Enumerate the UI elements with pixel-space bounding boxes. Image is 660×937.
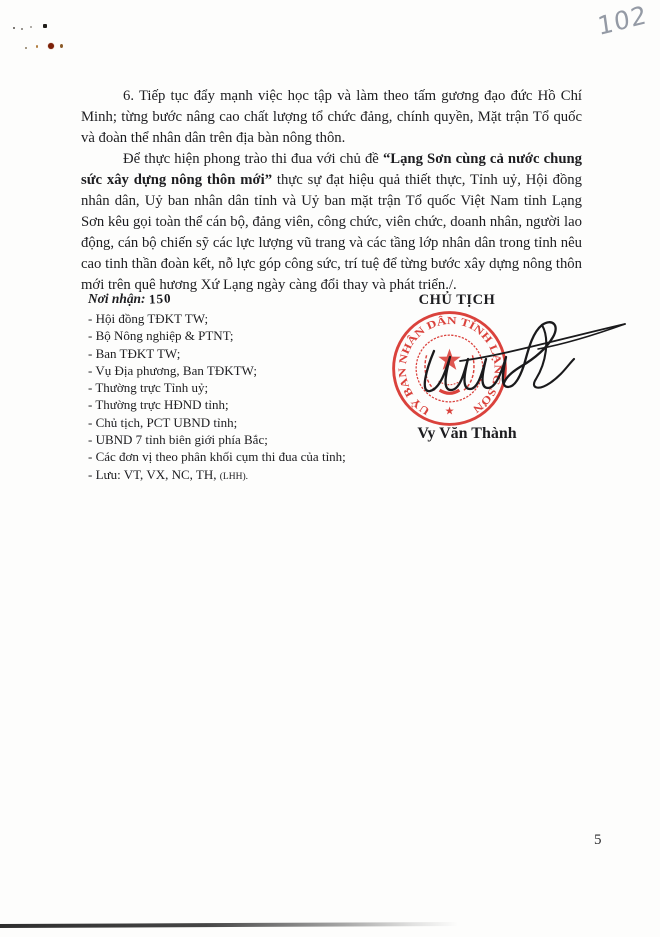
scan-edge-artifact — [0, 922, 458, 927]
seal-ring-label: UỶ BAN NHÂN DÂN TỈNH LẠNG SƠN — [396, 314, 504, 418]
scan-speck — [21, 28, 23, 30]
seal-bottom-star-icon: ★ — [444, 405, 455, 418]
paragraph-1-text: 6. Tiếp tục đẩy mạnh việc học tập và làm theo tấm gương đạo đức Hồ Chí Minh; từng bước nâng cao chất lượng tổ chức đảng, chính quyền, Mặt trận Tổ quốc và đoàn thể nhân dân trên địa bàn nông thôn. — [81, 88, 582, 146]
typist-initials: (LHH). — [219, 471, 248, 482]
scan-speck — [36, 45, 38, 48]
paragraph-2-text-pre: Để thực hiện phong trào thi đua với chủ đề — [123, 151, 383, 167]
signer-name: Vy Văn Thành — [417, 425, 517, 442]
handwritten-page-index: 102 — [595, 0, 649, 42]
paragraph-1 — [81, 86, 582, 149]
paragraph-2-slogan: “Lạng Sơn cùng cả nước chung sức xây dựng nông thôn mới” — [81, 151, 583, 188]
recipient-item: - Bộ Nông nghiệp & PTNT; — [88, 328, 234, 344]
recipient-item: - Ban TĐKT TW; — [88, 345, 181, 361]
recipient-item-archive — [88, 466, 388, 486]
document-body — [81, 86, 582, 296]
recipient-item: - Hội đồng TĐKT TW; — [88, 311, 209, 326]
scan-speck — [25, 47, 27, 49]
scan-speck — [13, 27, 15, 29]
paragraph-2-text-post: thực sự đạt hiệu quả thiết thực, Tỉnh uỷ, Hội đồng nhân dân, Uỷ ban nhân dân tỉnh và Uỷ ban mặt trận Tổ quốc Việt Nam tỉnh Lạng Sơn kêu gọi toàn thể cán bộ, đảng viên, công chức, viên chức, doanh nhân, người lao động, cán bộ chiến sỹ các lực lượng vũ trang và các tầng lớp nhân dân trong tỉnh nêu cao tinh thần đoàn kết, nỗ lực góp công sức, trí tuệ để từng bước xây dựng nông thôn mới trên quê hương Xứ Lạng ngày càng đổi thay và phát triển./. — [81, 172, 582, 293]
recipient-item: - Các đơn vị theo phân khối cụm thi đua của tỉnh; — [88, 449, 346, 465]
recipient-item: - Vụ Địa phương, Ban TĐKTW; — [88, 362, 257, 378]
scan-speck — [60, 44, 63, 48]
recipient-item: - Chủ tịch, PCT UBND tỉnh; — [88, 414, 238, 430]
page-number: 5 — [594, 832, 602, 848]
paragraph-2 — [81, 149, 582, 296]
archive-item-text: - Lưu: VT, VX, NC, TH, — [88, 466, 220, 482]
recipients-block — [88, 291, 388, 486]
recipients-label-text: Nơi nhận: — [88, 291, 146, 306]
ink-signature — [410, 315, 660, 425]
scan-speck — [30, 26, 32, 28]
recipient-item: - Thường trực HĐND tỉnh; — [88, 397, 229, 413]
recipient-item: - UBND 7 tỉnh biên giới phía Bắc; — [88, 432, 268, 448]
scan-speck — [43, 24, 47, 28]
recipients-label — [88, 291, 388, 307]
recipient-item: - Thường trực Tỉnh uỷ; — [88, 380, 209, 396]
signer-title: CHỦ TỊCH — [418, 292, 496, 308]
handwritten-copy-count: 150 — [148, 290, 172, 307]
scan-speck — [48, 43, 54, 49]
